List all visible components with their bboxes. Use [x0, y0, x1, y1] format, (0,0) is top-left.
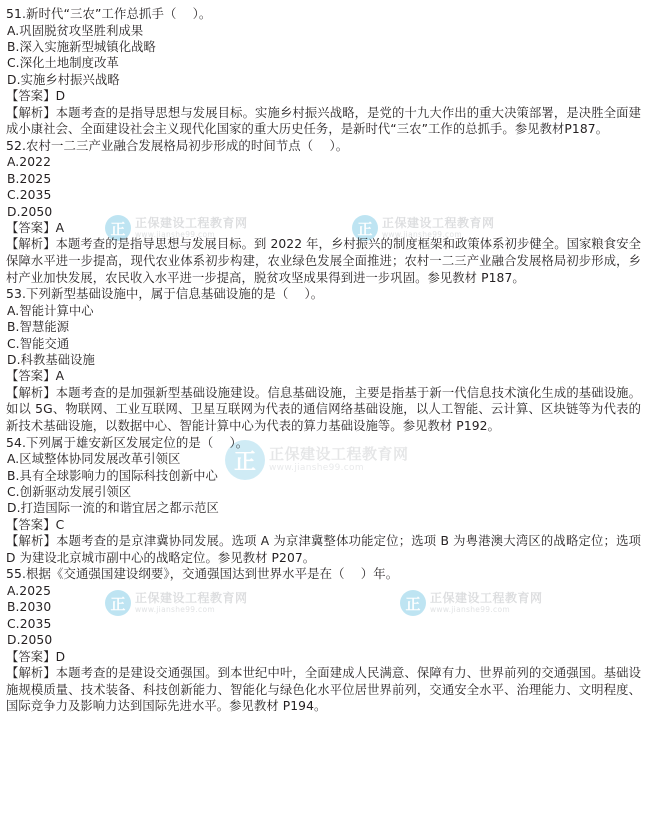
watermark-url: www.jianshe99.com: [430, 604, 510, 614]
question-option[interactable]: A.2022: [7, 155, 51, 170]
question-stem: 52.农村一二三产业融合发展格局初步形成的时间节点（ ）。: [6, 137, 349, 153]
answer-label: 【答案】A: [6, 221, 65, 236]
watermark-logo: 正: [225, 440, 265, 480]
question-option[interactable]: B.2030: [7, 600, 52, 615]
watermark-url: www.jianshe99.com: [135, 229, 215, 239]
question-option[interactable]: D.实施乡村振兴战略: [7, 72, 120, 87]
question-option[interactable]: B.深入实施新型城镇化战略: [7, 40, 156, 54]
watermark-logo: 正: [105, 590, 131, 616]
question-option[interactable]: D.2050: [7, 204, 53, 219]
question-option[interactable]: A.巩固脱贫攻坚胜利成果: [7, 23, 144, 38]
question-option[interactable]: A.智能计算中心: [7, 303, 94, 318]
answer-label: 【答案】D: [6, 649, 66, 664]
watermark-url: www.jianshe99.com: [269, 463, 364, 474]
explanation-text: 【解析】本题考查的是加强新型基础设施建设。信息基础设施，主要是指基于新一代信息技术演化生成的基础设施。如以 5G、物联网、工业互联网、卫星互联网为代表的通信网络基础设施，以人工智能、云计算、区块链等为代表的新技术基础设施，以数据中心、智能计算中心为代表的算力基础设施等。参见教材 P192。: [6, 385, 641, 434]
watermark-logo: 正: [105, 215, 131, 241]
watermark-brand: 正保建设工程教育网: [430, 590, 543, 605]
watermark-brand: 正保建设工程教育网: [135, 590, 248, 605]
question-option[interactable]: B.智慧能源: [7, 320, 70, 335]
answer-label: 【答案】A: [6, 369, 65, 384]
watermark-url: www.jianshe99.com: [382, 229, 462, 239]
question-block: [6, 286, 641, 434]
question-option[interactable]: C.2035: [7, 188, 52, 203]
question-option[interactable]: C.智能交通: [7, 336, 70, 351]
watermark-logo: 正: [400, 590, 426, 616]
question-stem: 55.根据《交通强国建设纲要》，交通强国达到世界水平是在（ ）年。: [6, 566, 399, 582]
question-option[interactable]: C.深化土地制度改革: [7, 56, 119, 71]
question-option[interactable]: B.2025: [7, 171, 52, 186]
explanation-text: 【解析】本题考查的是建设交通强国。到本世纪中叶，全面建成人民满意、保障有力、世界前列的交通强国。基础设施规模质量、技术装备、科技创新能力、智能化与绿色化水平位居世界前列，交通安全水平、治理能力、文明程度、国际竞争力及影响力达到国际先进水平。参见教材 P194。: [6, 666, 641, 714]
question-option[interactable]: D.打造国际一流的和谐宜居之都示范区: [7, 501, 219, 516]
question-option[interactable]: C.2035: [7, 616, 52, 631]
explanation-text: 【解析】本题考查的是京津冀协同发展。选项 A 为京津冀整体功能定位；选项 B 为粤港澳大湾区的战略定位；选项 D 为建设北京城市副中心的战略定位。参见教材 P207。: [6, 534, 646, 565]
explanation-text: 【解析】本题考查的是指导思想与发展目标。到 2022 年，乡村振兴的制度框架和政策体系初步健全。国家粮食安全保障水平进一步提高，现代农业体系初步构建，农业绿色发展全面推进；农村一二三产业融合发展格局初步形成，乡村产业加快发展，农民收入水平进一步提高，脱贫攻坚成果得到进一步巩固。参见教材 P187。: [6, 237, 641, 285]
question-stem: 54.下列属于雄安新区发展定位的是（ ）。: [6, 434, 249, 450]
question-block: [6, 434, 646, 567]
question-option[interactable]: C.创新驱动发展引领区: [7, 485, 132, 500]
question-stem: 51.新时代“三农”工作总抓手（ ）。: [6, 6, 212, 21]
answer-label: 【答案】D: [6, 89, 66, 104]
watermark-brand: 正保建设工程教育网: [382, 215, 495, 230]
question-block: [6, 6, 641, 138]
question-option[interactable]: A.区域整体协同发展改革引领区: [7, 452, 181, 467]
watermark-brand: 正保建设工程教育网: [135, 215, 248, 230]
question-option[interactable]: D.2050: [7, 633, 53, 648]
question-option[interactable]: A.2025: [7, 584, 51, 599]
question-block: [6, 566, 641, 714]
question-block: [6, 138, 641, 286]
question-option[interactable]: B.具有全球影响力的国际科技创新中心: [7, 468, 218, 483]
explanation-text: 【解析】本题考查的是指导思想与发展目标。实施乡村振兴战略，是党的十九大作出的重大决策部署，是决胜全面建成小康社会、全面建设社会主义现代化国家的重大历史任务，是新时代“三农”工作的总抓手。参见教材P187。: [6, 105, 641, 137]
answer-label: 【答案】C: [6, 517, 65, 532]
question-option[interactable]: D.科教基础设施: [7, 353, 95, 368]
watermark-logo: 正: [352, 215, 378, 241]
watermark-url: www.jianshe99.com: [135, 604, 215, 614]
question-stem: 53.下列新型基础设施中，属于信息基础设施的是（ ）。: [6, 286, 324, 302]
watermark-brand: 正保建设工程教育网: [269, 445, 409, 464]
